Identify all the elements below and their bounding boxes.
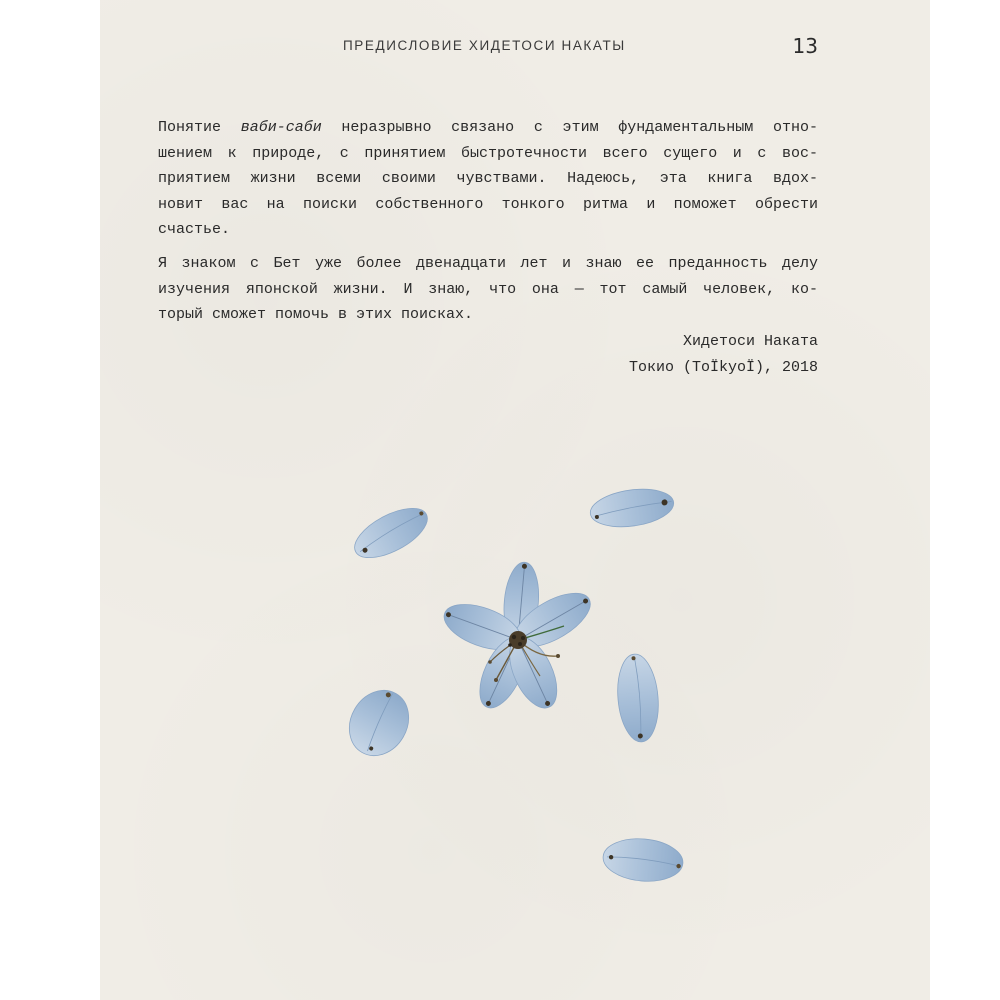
paragraph-1-line-2: шением к природе, с принятием быстротечности всего сущего и с вос- [158,144,818,162]
book-page [100,0,930,1000]
central-flower [438,561,598,715]
petal-top-right [588,484,676,531]
petal-right [614,652,662,743]
paragraph-2-line-1: Я знаком с Бет уже более двенадцати лет и знаю ее преданность делу [158,254,818,272]
signature-block [629,329,818,380]
petal-top-left [347,498,435,567]
text-run: Понятие [158,119,241,136]
page-number: 13 [792,34,818,58]
petal-bottom [601,836,684,885]
petal-left [338,680,420,767]
place-year: Токио (ToÏkyoÏ), 2018 [628,358,818,376]
author-name: Хидетоси Наката [682,333,818,350]
text-run: неразрывно связано с этим фундаментальным отно- [321,119,818,136]
running-title: ПРЕДИСЛОВИЕ ХИДЕТОСИ НАКАТЫ [343,38,626,53]
italic-term: ваби-саби [240,119,322,136]
paragraph-1-line-1 [158,115,818,141]
paragraph-2 [158,251,818,328]
paragraph-1-line-5: счастье. [158,221,231,239]
paragraph-2-line-2: изучения японской жизни. И знаю, что она — тот самый человек, ко- [158,280,818,298]
paragraph-2-line-3: торый сможет помочь в этих поисках. [158,306,474,324]
paragraph-1-line-4: новит вас на поиски собственного тонкого ритма и поможет обрести [158,195,818,213]
body-text [158,115,818,336]
paragraph-1 [158,115,818,243]
paragraph-1-line-3: приятием жизни всеми своими чувствами. Надеюсь, эта книга вдох- [158,170,818,188]
